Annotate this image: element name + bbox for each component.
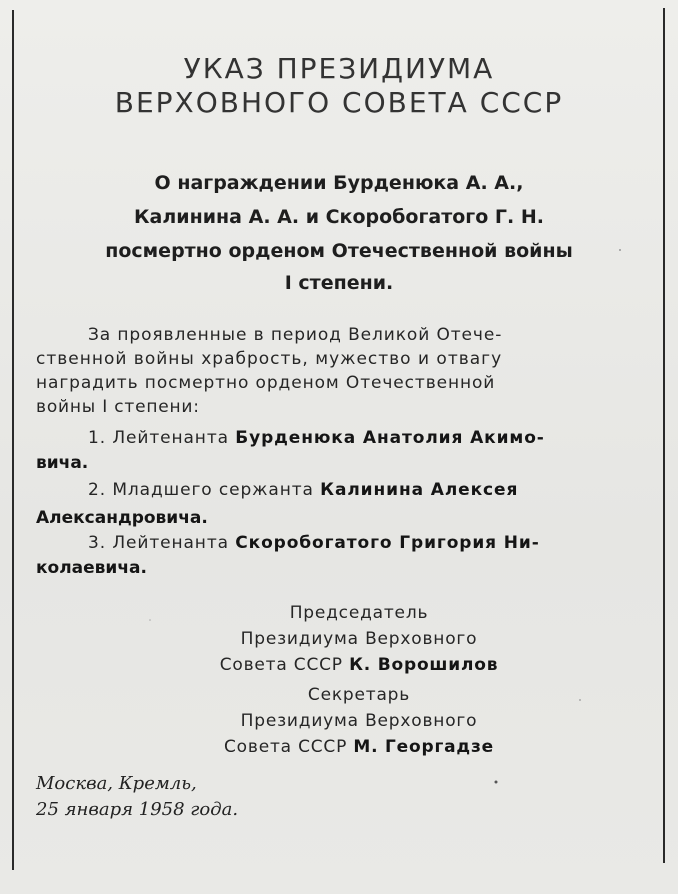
speck [495,781,498,784]
decree-subtitle-line-2: Калинина А. А. и Скоробогатого Г. Н. [134,206,544,228]
awardee-1 [88,428,678,448]
date-line: 25 января 1958 года. [36,799,239,820]
awardee-3-continuation [36,558,666,578]
chairman-title: Председатель [289,603,429,623]
preamble-line-2: ственной войны храбрость, мужество и отвагу [36,349,503,369]
secretary-title: Секретарь [307,685,411,705]
preamble-line-4: войны I степени: [36,397,200,417]
decree-subtitle-line-4: I степени. [284,272,394,294]
awardee-2-continuation [36,508,666,528]
awardee-1-continuation [36,453,666,473]
awardee-2-name-end: Александровича. [36,508,208,528]
awardee-1-name-end: вича. [36,453,89,473]
left-border-line [12,10,14,870]
chairman-signature [20,655,678,675]
awardee-2 [88,480,678,500]
awardee-3-prefix: 3. Лейтенанта [88,533,236,553]
preamble-line-3: наградить посмертно орденом Отечественной [36,373,496,393]
awardee-3 [88,533,678,553]
chairman-council: Совета СССР [219,655,350,675]
awardee-3-name-end: колаевича. [36,558,147,578]
place-line: Москва, Кремль, [36,773,197,794]
awardee-2-prefix: 2. Младшего сержанта [88,480,321,500]
secretary-council: Совета СССР [224,737,354,757]
awardee-2-name: Калинина Алексея [320,480,519,500]
secretary-signature [20,737,678,757]
decree-title-line-2: ВЕРХОВНОГО СОВЕТА СССР [114,86,564,119]
decree-subtitle-line-1: О награждении Бурденюка А. А., [154,172,524,194]
awardee-1-name: Бурденюка Анатолия Акимо- [235,428,545,448]
secretary-name: М. Георгадзе [353,737,494,757]
chairman-name: К. Ворошилов [349,655,499,675]
chairman-body: Президиума Верховного [240,629,478,649]
awardee-1-prefix: 1. Лейтенанта [88,428,236,448]
secretary-body: Президиума Верховного [240,711,478,731]
decree-subtitle-line-3: посмертно орденом Отечественной войны [105,240,573,262]
awardee-3-name: Скоробогатого Григория Ни- [235,533,540,553]
decree-title-line-1: УКАЗ ПРЕЗИДИУМА [183,52,495,85]
preamble-line-1: За проявленные в период Великой Отече- [88,325,503,345]
